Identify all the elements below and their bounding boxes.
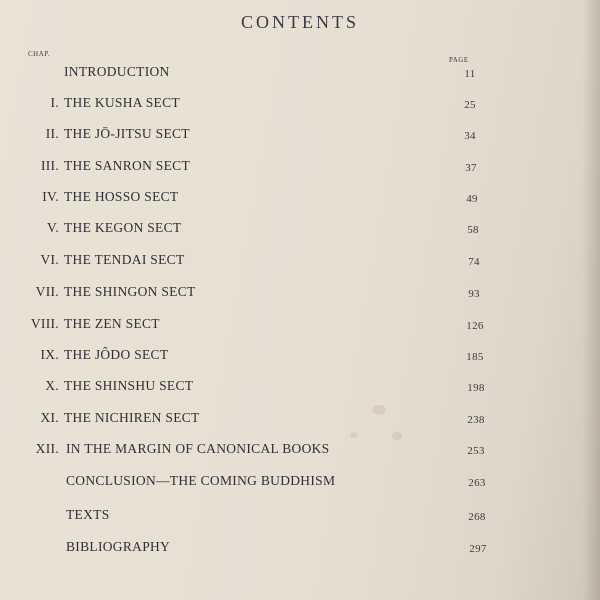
page-number: 25 bbox=[464, 99, 476, 111]
chapter-title: THE JŌ-JITSU SECT bbox=[64, 126, 190, 141]
chapter-number: I. bbox=[50, 95, 59, 110]
chapter-title: THE JÔDO SECT bbox=[64, 347, 169, 362]
page-number: 93 bbox=[468, 288, 480, 300]
toc-entry bbox=[0, 473, 600, 493]
page-number: 185 bbox=[466, 351, 484, 363]
chap-column-label: CHAP. bbox=[28, 50, 51, 58]
chapter-title: THE NICHIREN SECT bbox=[64, 410, 200, 425]
chapter-title: THE SANRON SECT bbox=[64, 158, 191, 173]
page-number: 34 bbox=[464, 130, 476, 142]
chapter-number: XI. bbox=[40, 410, 59, 425]
page-number: 11 bbox=[464, 68, 476, 80]
chapter-title: CONCLUSION—THE COMING BUDDHISM bbox=[66, 473, 336, 488]
toc-entry bbox=[0, 507, 600, 527]
page-number: 198 bbox=[467, 382, 485, 394]
chapter-title: THE KUSHA SECT bbox=[64, 95, 180, 110]
page-number: 37 bbox=[465, 162, 477, 174]
chapter-title: THE ZEN SECT bbox=[64, 316, 160, 331]
page-column-label: PAGE bbox=[449, 56, 469, 64]
toc-entry bbox=[0, 347, 600, 367]
chapter-title: INTRODUCTION bbox=[64, 64, 170, 79]
toc-entry bbox=[0, 539, 600, 559]
toc-entry bbox=[0, 64, 600, 84]
chapter-number: VII. bbox=[35, 284, 59, 299]
page-number: 268 bbox=[468, 511, 486, 523]
chapter-number: V. bbox=[47, 220, 59, 235]
page-number: 58 bbox=[467, 224, 479, 236]
chapter-title: TEXTS bbox=[66, 507, 110, 522]
page-number: 126 bbox=[466, 320, 484, 332]
paper-stain bbox=[350, 432, 358, 438]
chapter-number: VIII. bbox=[30, 316, 59, 331]
chapter-number: III. bbox=[40, 158, 59, 173]
chapter-title: THE SHINGON SECT bbox=[64, 284, 196, 299]
toc-entry bbox=[0, 252, 600, 272]
chapter-number: II. bbox=[45, 126, 59, 141]
chapter-number: X. bbox=[45, 378, 59, 393]
chapter-number: IX. bbox=[40, 347, 59, 362]
page-number: 297 bbox=[469, 543, 487, 555]
chapter-title: BIBLIOGRAPHY bbox=[66, 539, 171, 554]
chapter-number: XII. bbox=[35, 441, 59, 456]
toc-entry bbox=[0, 284, 600, 304]
chapter-title: THE TENDAI SECT bbox=[64, 252, 185, 267]
toc-entry bbox=[0, 189, 600, 209]
toc-entry bbox=[0, 316, 600, 336]
toc-entry bbox=[0, 95, 600, 115]
page-number: 49 bbox=[466, 193, 478, 205]
chapter-title: THE KEGON SECT bbox=[64, 220, 182, 235]
page-number: 238 bbox=[467, 414, 485, 426]
toc-entry bbox=[0, 378, 600, 398]
toc-entry bbox=[0, 126, 600, 146]
contents-heading: CONTENTS bbox=[241, 12, 359, 32]
chapter-title: IN THE MARGIN OF CANONICAL BOOKS bbox=[66, 441, 330, 456]
chapter-title: THE SHINSHU SECT bbox=[64, 378, 194, 393]
chapter-number: IV. bbox=[42, 189, 59, 204]
toc-entry bbox=[0, 410, 600, 430]
toc-entry bbox=[0, 220, 600, 240]
page-number: 253 bbox=[467, 445, 485, 457]
page-number: 74 bbox=[468, 256, 480, 268]
toc-entry bbox=[0, 158, 600, 178]
chapter-number: VI. bbox=[40, 252, 59, 267]
chapter-title: THE HOSSO SECT bbox=[64, 189, 179, 204]
toc-entry bbox=[0, 441, 600, 461]
paper-stain bbox=[392, 432, 402, 440]
page-number: 263 bbox=[468, 477, 486, 489]
